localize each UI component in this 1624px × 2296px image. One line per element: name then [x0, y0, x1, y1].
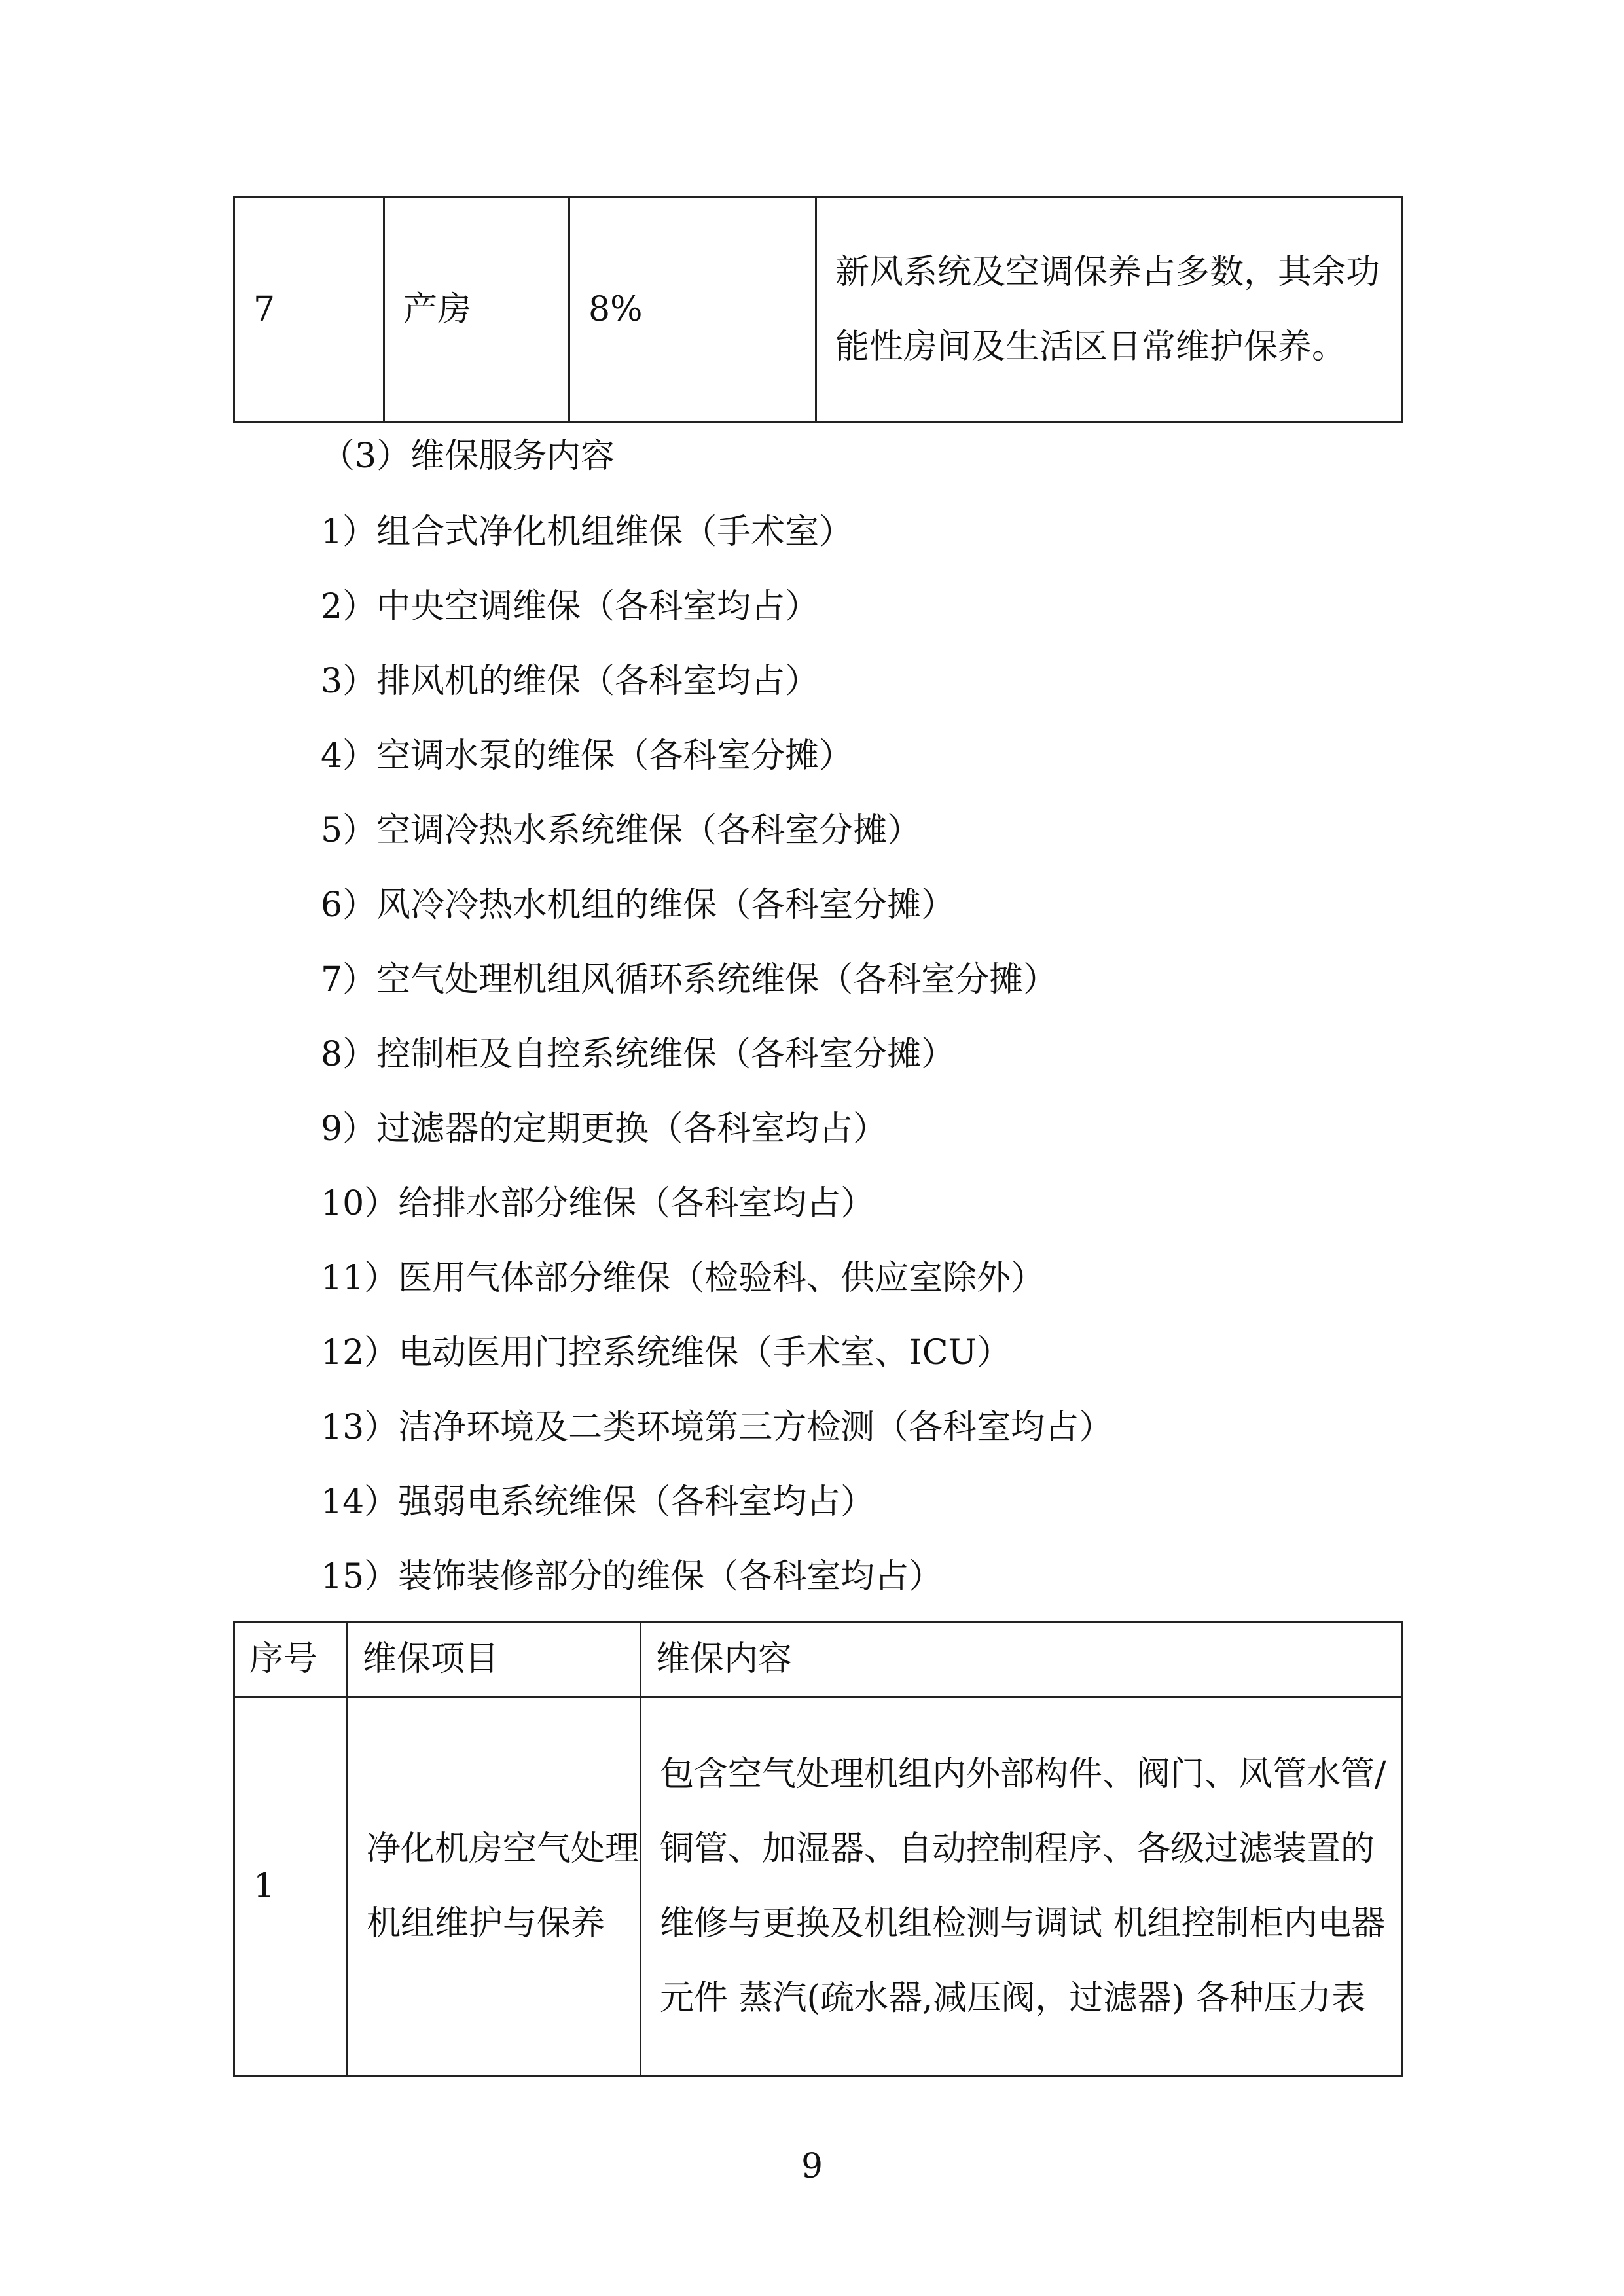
list-item: 13）洁净环境及二类环境第三方检测（各科室均占） [321, 1408, 1113, 1447]
list-item: 15）装饰装修部分的维保（各科室均占） [321, 1557, 943, 1596]
list-item: 6）风冷冷热水机组的维保（各科室分摊） [321, 886, 956, 925]
department-name: 产房 [384, 198, 569, 422]
list-item: 7）空气处理机组风循环系统维保（各科室分摊） [321, 960, 1058, 999]
page-number: 9 [801, 2147, 823, 2186]
table-row [234, 1697, 1402, 2076]
share-description: 新风系统及空调保养占多数，其余功能性房间及生活区日常维护保养。 [816, 198, 1402, 422]
list-item: 9）过滤器的定期更换（各科室均占） [321, 1109, 888, 1149]
header-content: 维保内容 [641, 1622, 1402, 1697]
table-row [234, 198, 1402, 422]
row-number: 7 [234, 198, 384, 422]
list-item: 3）排风机的维保（各科室均占） [321, 662, 820, 701]
table-header-row [234, 1622, 1402, 1697]
service-list [321, 495, 1113, 1614]
header-number: 序号 [234, 1622, 348, 1697]
row-number: 1 [234, 1697, 348, 2076]
list-item: 5）空调冷热水系统维保（各科室分摊） [321, 811, 922, 850]
list-item: 14）强弱电系统维保（各科室均占） [321, 1482, 875, 1522]
list-item: 2）中央空调维保（各科室均占） [321, 587, 820, 626]
list-item: 12）电动医用门控系统维保（手术室、ICU） [321, 1333, 1011, 1372]
department-share-table [233, 196, 1403, 423]
list-item: 10）给排水部分维保（各科室均占） [321, 1184, 875, 1223]
list-item: 4）空调水泵的维保（各科室分摊） [321, 736, 854, 776]
share-percentage: 8% [569, 198, 816, 422]
list-item: 1）组合式净化机组维保（手术室） [321, 512, 854, 552]
maintenance-content: 包含空气处理机组内外部构件、阀门、风管水管/铜管、加湿器、自动控制程序、各级过滤装置的维修与更换及机组检测与调试 机组控制柜内电器元件 蒸汽(疏水器,减压阀，过滤器) 各种压力表 [641, 1697, 1402, 2076]
maintenance-table [233, 1621, 1403, 2077]
list-item: 11）医用气体部分维保（检验科、供应室除外） [321, 1259, 1045, 1298]
section-heading: （3）维保服务内容 [321, 437, 615, 476]
maintenance-item: 净化机房空气处理机组维护与保养 [348, 1697, 641, 2076]
list-item: 8）控制柜及自控系统维保（各科室分摊） [321, 1035, 956, 1074]
header-item: 维保项目 [348, 1622, 641, 1697]
